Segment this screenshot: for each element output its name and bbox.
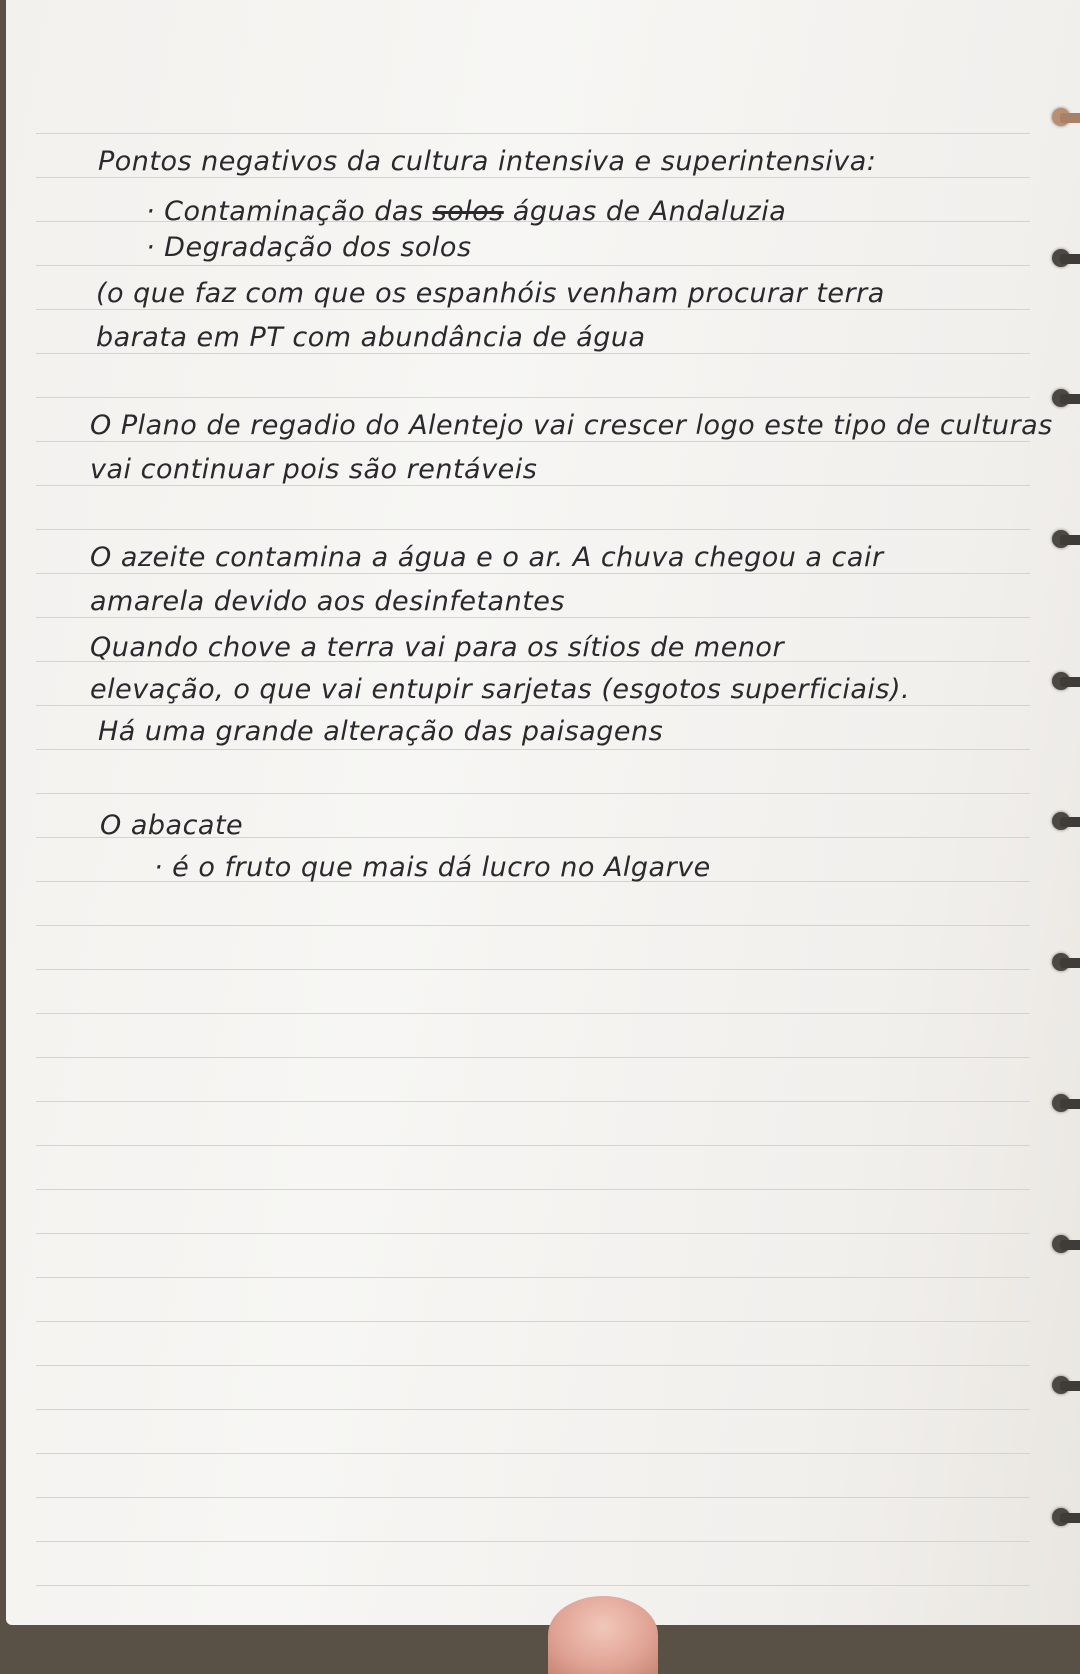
text-line: elevação, o que vai entupir sarjetas (esgotos superficiais). xyxy=(90,674,910,705)
bullet-line: · Degradação dos solos xyxy=(146,232,472,263)
ruled-line xyxy=(36,265,1030,266)
binder-ring-icon xyxy=(1046,524,1080,554)
ruled-line xyxy=(36,1585,1030,1586)
binder-ring-icon xyxy=(1046,1088,1080,1118)
ruled-line xyxy=(36,397,1030,398)
bullet-line: · é o fruto que mais dá lucro no Algarve xyxy=(154,852,711,883)
ruled-line xyxy=(36,441,1030,442)
bullet-suffix: águas de Andaluzia xyxy=(504,196,787,227)
ruled-line xyxy=(36,353,1030,354)
binder-ring-icon xyxy=(1046,666,1080,696)
ruled-line xyxy=(36,793,1030,794)
crossed-out-word: solos xyxy=(433,196,504,227)
ruled-line xyxy=(36,1013,1030,1014)
text-line: O azeite contamina a água e o ar. A chuva chegou a cair xyxy=(90,542,884,573)
binder-ring-icon xyxy=(1046,102,1080,132)
ruled-line xyxy=(36,925,1030,926)
bullet-prefix: · Contaminação das xyxy=(146,196,433,227)
ruled-line xyxy=(36,485,1030,486)
ruled-line xyxy=(36,969,1030,970)
ruled-line xyxy=(36,1145,1030,1146)
ruled-line xyxy=(36,1189,1030,1190)
ruled-line xyxy=(36,1233,1030,1234)
heading-line: O abacate xyxy=(100,810,243,841)
ruled-line xyxy=(36,133,1030,134)
ruled-line xyxy=(36,705,1030,706)
text-line: vai continuar pois são rentáveis xyxy=(90,454,537,485)
notebook-page xyxy=(6,0,1080,1625)
ruled-line xyxy=(36,1277,1030,1278)
ruled-line xyxy=(36,1057,1030,1058)
ruled-line xyxy=(36,1453,1030,1454)
ruled-line xyxy=(36,1409,1030,1410)
binder-ring-icon xyxy=(1046,806,1080,836)
ruled-line xyxy=(36,749,1030,750)
ruled-line xyxy=(36,1541,1030,1542)
ruled-line xyxy=(36,529,1030,530)
text-line: barata em PT com abundância de água xyxy=(96,322,646,353)
ruled-line xyxy=(36,1101,1030,1102)
ruled-line xyxy=(36,309,1030,310)
binder-ring-icon xyxy=(1046,947,1080,977)
ruled-line xyxy=(36,1321,1030,1322)
bullet-line xyxy=(146,196,786,227)
thumb-fingertip xyxy=(548,1596,658,1674)
text-line: Quando chove a terra vai para os sítios de menor xyxy=(90,632,784,663)
ruled-line xyxy=(36,1365,1030,1366)
ruled-line xyxy=(36,573,1030,574)
text-line: O Plano de regadio do Alentejo vai crescer logo este tipo de culturas xyxy=(90,410,1053,441)
ruled-line xyxy=(36,177,1030,178)
binder-ring-icon xyxy=(1046,1229,1080,1259)
text-line: (o que faz com que os espanhóis venham procurar terra xyxy=(96,278,885,309)
binder-ring-icon xyxy=(1046,1370,1080,1400)
binder-ring-icon xyxy=(1046,243,1080,273)
ruled-line xyxy=(36,1497,1030,1498)
text-line: Há uma grande alteração das paisagens xyxy=(98,716,663,747)
text-line: amarela devido aos desinfetantes xyxy=(90,586,565,617)
ruled-line xyxy=(36,617,1030,618)
binder-ring-icon xyxy=(1046,1502,1080,1532)
heading-line: Pontos negativos da cultura intensiva e superintensiva: xyxy=(98,146,876,177)
binder-ring-icon xyxy=(1046,383,1080,413)
